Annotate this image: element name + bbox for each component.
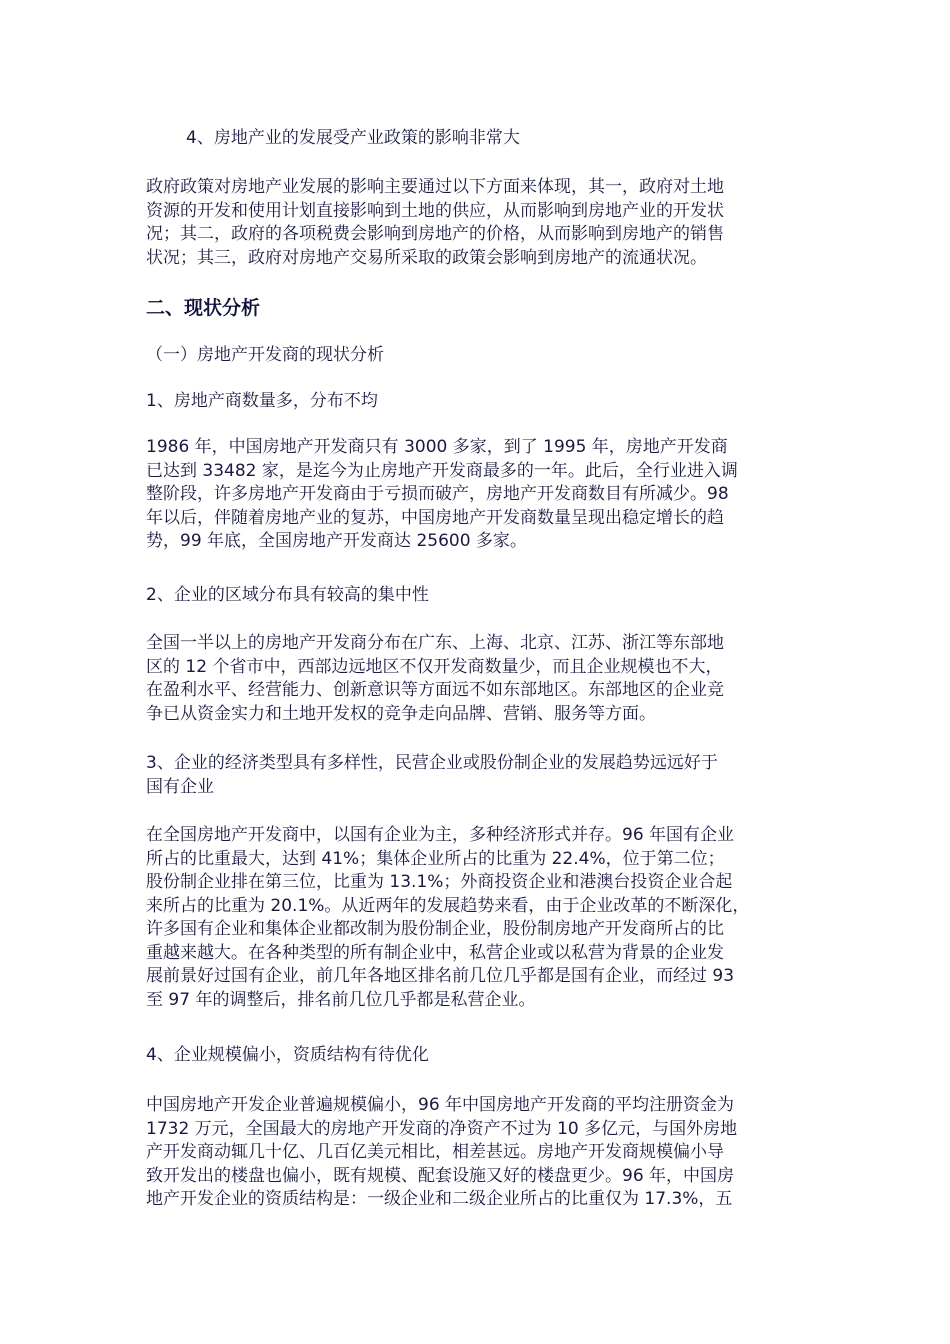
paragraph-line: 至 97 年的调整后，排名前几位几乎都是私营企业。 [146,989,536,1010]
item2-heading [146,584,810,608]
intro-heading [186,127,850,151]
subsection-title [146,344,810,368]
item2-paragraph [146,632,810,726]
item4-heading [146,1044,810,1068]
paragraph-line: 中国房地产开发企业普遍规模偏小，96 年中国房地产开发商的平均注册资金为 [146,1095,735,1115]
intro-heading-text: 4、房地产业的发展受产业政策的影响非常大 [186,128,520,148]
paragraph-line: 1732 万元，全国最大的房地产开发商的净资产不过为 10 多亿元，与国外房地 [146,1118,738,1139]
paragraph-line: 地产开发企业的资质结构是：一级企业和二级企业所占的比重仅为 17.3%，五 [146,1189,733,1209]
paragraph-line: 况；其二，政府的各项税费会影响到房地产的价格，从而影响到房地产的销售 [146,224,724,244]
section-title [146,295,810,321]
paragraph-line: 重越来越大。在各种类型的所有制企业中，私营企业或以私营为背景的企业发 [146,942,724,963]
item4-paragraph [146,1094,810,1212]
item3-heading [146,752,810,799]
paragraph-line: 政府政策对房地产业发展的影响主要通过以下方面来体现，其一，政府对土地 [146,177,724,197]
paragraph-line: 年以后，伴随着房地产业的复苏，中国房地产开发商数量呈现出稳定增长的趋 [146,507,724,528]
item1-paragraph [146,436,810,554]
paragraph-line: 势，99 年底，全国房地产开发商达 25600 多家。 [146,531,527,551]
paragraph-line: 资源的开发和使用计划直接影响到土地的供应，从而影响到房地产业的开发状 [146,200,724,221]
section-title-text: 二、现状分析 [146,297,261,319]
paragraph-line: 全国一半以上的房地产开发商分布在广东、上海、北京、江苏、浙江等东部地 [146,633,724,653]
paragraph-line: 状况；其三，政府对房地产交易所采取的政策会影响到房地产的流通状况。 [146,247,707,268]
paragraph-line: 许多国有企业和集体企业都改制为股份制企业，股份制房地产开发商所占的比 [146,919,724,939]
paragraph-line: 1986 年，中国房地产开发商只有 3000 多家，到了 1995 年，房地产开发商 [146,437,728,457]
paragraph-line: 展前景好过国有企业，前几年各地区排名前几位几乎都是国有企业，而经过 93 [146,966,735,986]
item4-heading-text: 4、企业规模偏小，资质结构有待优化 [146,1045,429,1065]
paragraph-line: 来所占的比重为 20.1%。从近两年的发展趋势来看，由于企业改革的不断深化， [146,895,750,916]
item3-paragraph [146,824,810,1012]
paragraph-line: 所占的比重最大，达到 41%；集体企业所占的比重为 22.4%，位于第二位； [146,848,725,869]
paragraph-line: 已达到 33482 家，是迄今为止房地产开发商最多的一年。此后，全行业进入调 [146,460,738,481]
item2-heading-text: 2、企业的区域分布具有较高的集中性 [146,585,429,605]
paragraph-line: 在全国房地产开发商中，以国有企业为主，多种经济形式并存。96 年国有企业 [146,825,735,845]
item1-heading-text: 1、房地产商数量多，分布不均 [146,391,378,411]
item1-heading [146,390,810,414]
heading-line: 3、企业的经济类型具有多样性，民营企业或股份制企业的发展趋势远远好于 [146,753,718,773]
paragraph-line: 产开发商动辄几十亿、几百亿美元相比，相差甚远。房地产开发商规模偏小导 [146,1142,724,1162]
paragraph-line: 在盈利水平、经营能力、创新意识等方面远不如东部地区。东部地区的企业竞 [146,680,724,700]
intro-paragraph [146,176,810,270]
paragraph-line: 争已从资金实力和土地开发权的竞争走向品牌、营销、服务等方面。 [146,703,656,724]
paragraph-line: 股份制企业排在第三位，比重为 13.1%；外商投资企业和港澳台投资企业合起 [146,872,733,892]
heading-line: 国有企业 [146,776,214,797]
subsection-title-text: （一）房地产开发商的现状分析 [146,345,384,365]
paragraph-line: 致开发出的楼盘也偏小，既有规模、配套设施又好的楼盘更少。96 年，中国房 [146,1165,735,1186]
paragraph-line: 整阶段，许多房地产开发商由于亏损而破产，房地产开发商数目有所减少。98 [146,484,729,504]
paragraph-line: 区的 12 个省市中，西部边远地区不仅开发商数量少，而且企业规模也不大， [146,656,723,677]
